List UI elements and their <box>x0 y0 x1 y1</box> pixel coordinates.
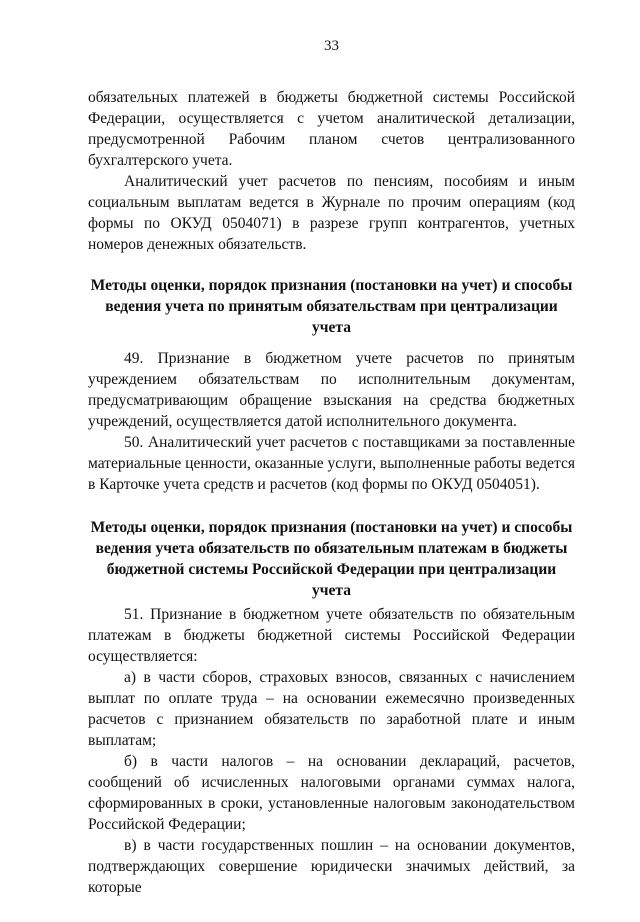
page-content <box>88 87 575 898</box>
paragraph-49: 49. Признание в бюджетном учете расчетов по принятым учреждением обязательствам по исполнительным документам, предусматривающим обращение взыскания на средства бюджетных учреждений, осуществляется датой исполнительного документа. <box>88 350 575 430</box>
paragraph-51-b: б) в части налогов – на основании деклараций, расчетов, сообщений об исчисленных налоговыми органами суммах налога, сформированных в сроки, установленные налоговым законодательством Российской Федерации; <box>88 753 575 833</box>
paragraph-51-a: а) в части сборов, страховых взносов, связанных с начислением выплат по оплате труда – на основании ежемесячно произведенных расчетов с признанием обязательств по заработной плате и иным выплатам; <box>88 669 575 749</box>
paragraph-50: 50. Аналитический учет расчетов с поставщиками за поставленные материальные ценности, оказанные услуги, выполненные работы ведется в Карточке учета средств и расчетов (код формы по ОКУД 0504051). <box>88 434 575 493</box>
section-heading-mandatory-payments: Методы оценки, порядок признания (постановки на учет) и способы ведения учета обязательств по обязательным платежам в бюджеты бюджетной системы Российской Федерации при централизации учета <box>90 519 573 599</box>
page-number: 33 <box>324 38 339 54</box>
section-heading-accepted-obligations: Методы оценки, порядок признания (постановки на учет) и способы ведения учета по принятым обязательствам при централизации учета <box>90 277 573 336</box>
paragraph-51-v: в) в части государственных пошлин – на основании документов, подтверждающих совершение юридически значимых действий, за которые <box>88 837 575 896</box>
paragraph-continuation: обязательных платежей в бюджеты бюджетной системы Российской Федерации, осуществляется с учетом аналитической детализации, предусмотренной Рабочим планом счетов централизованного бухгалтерского учета. <box>88 89 575 169</box>
paragraph-51: 51. Признание в бюджетном учете обязательств по обязательным платежам в бюджеты бюджетной системы Российской Федерации осуществляется: <box>88 606 575 665</box>
paragraph-analytics-pensions: Аналитический учет расчетов по пенсиям, пособиям и иным социальным выплатам ведется в Журнале по прочим операциям (код формы по ОКУД 0504071) в разрезе групп контрагентов, учетных номеров денежных обязательств. <box>88 173 575 253</box>
page-body <box>88 0 575 922</box>
